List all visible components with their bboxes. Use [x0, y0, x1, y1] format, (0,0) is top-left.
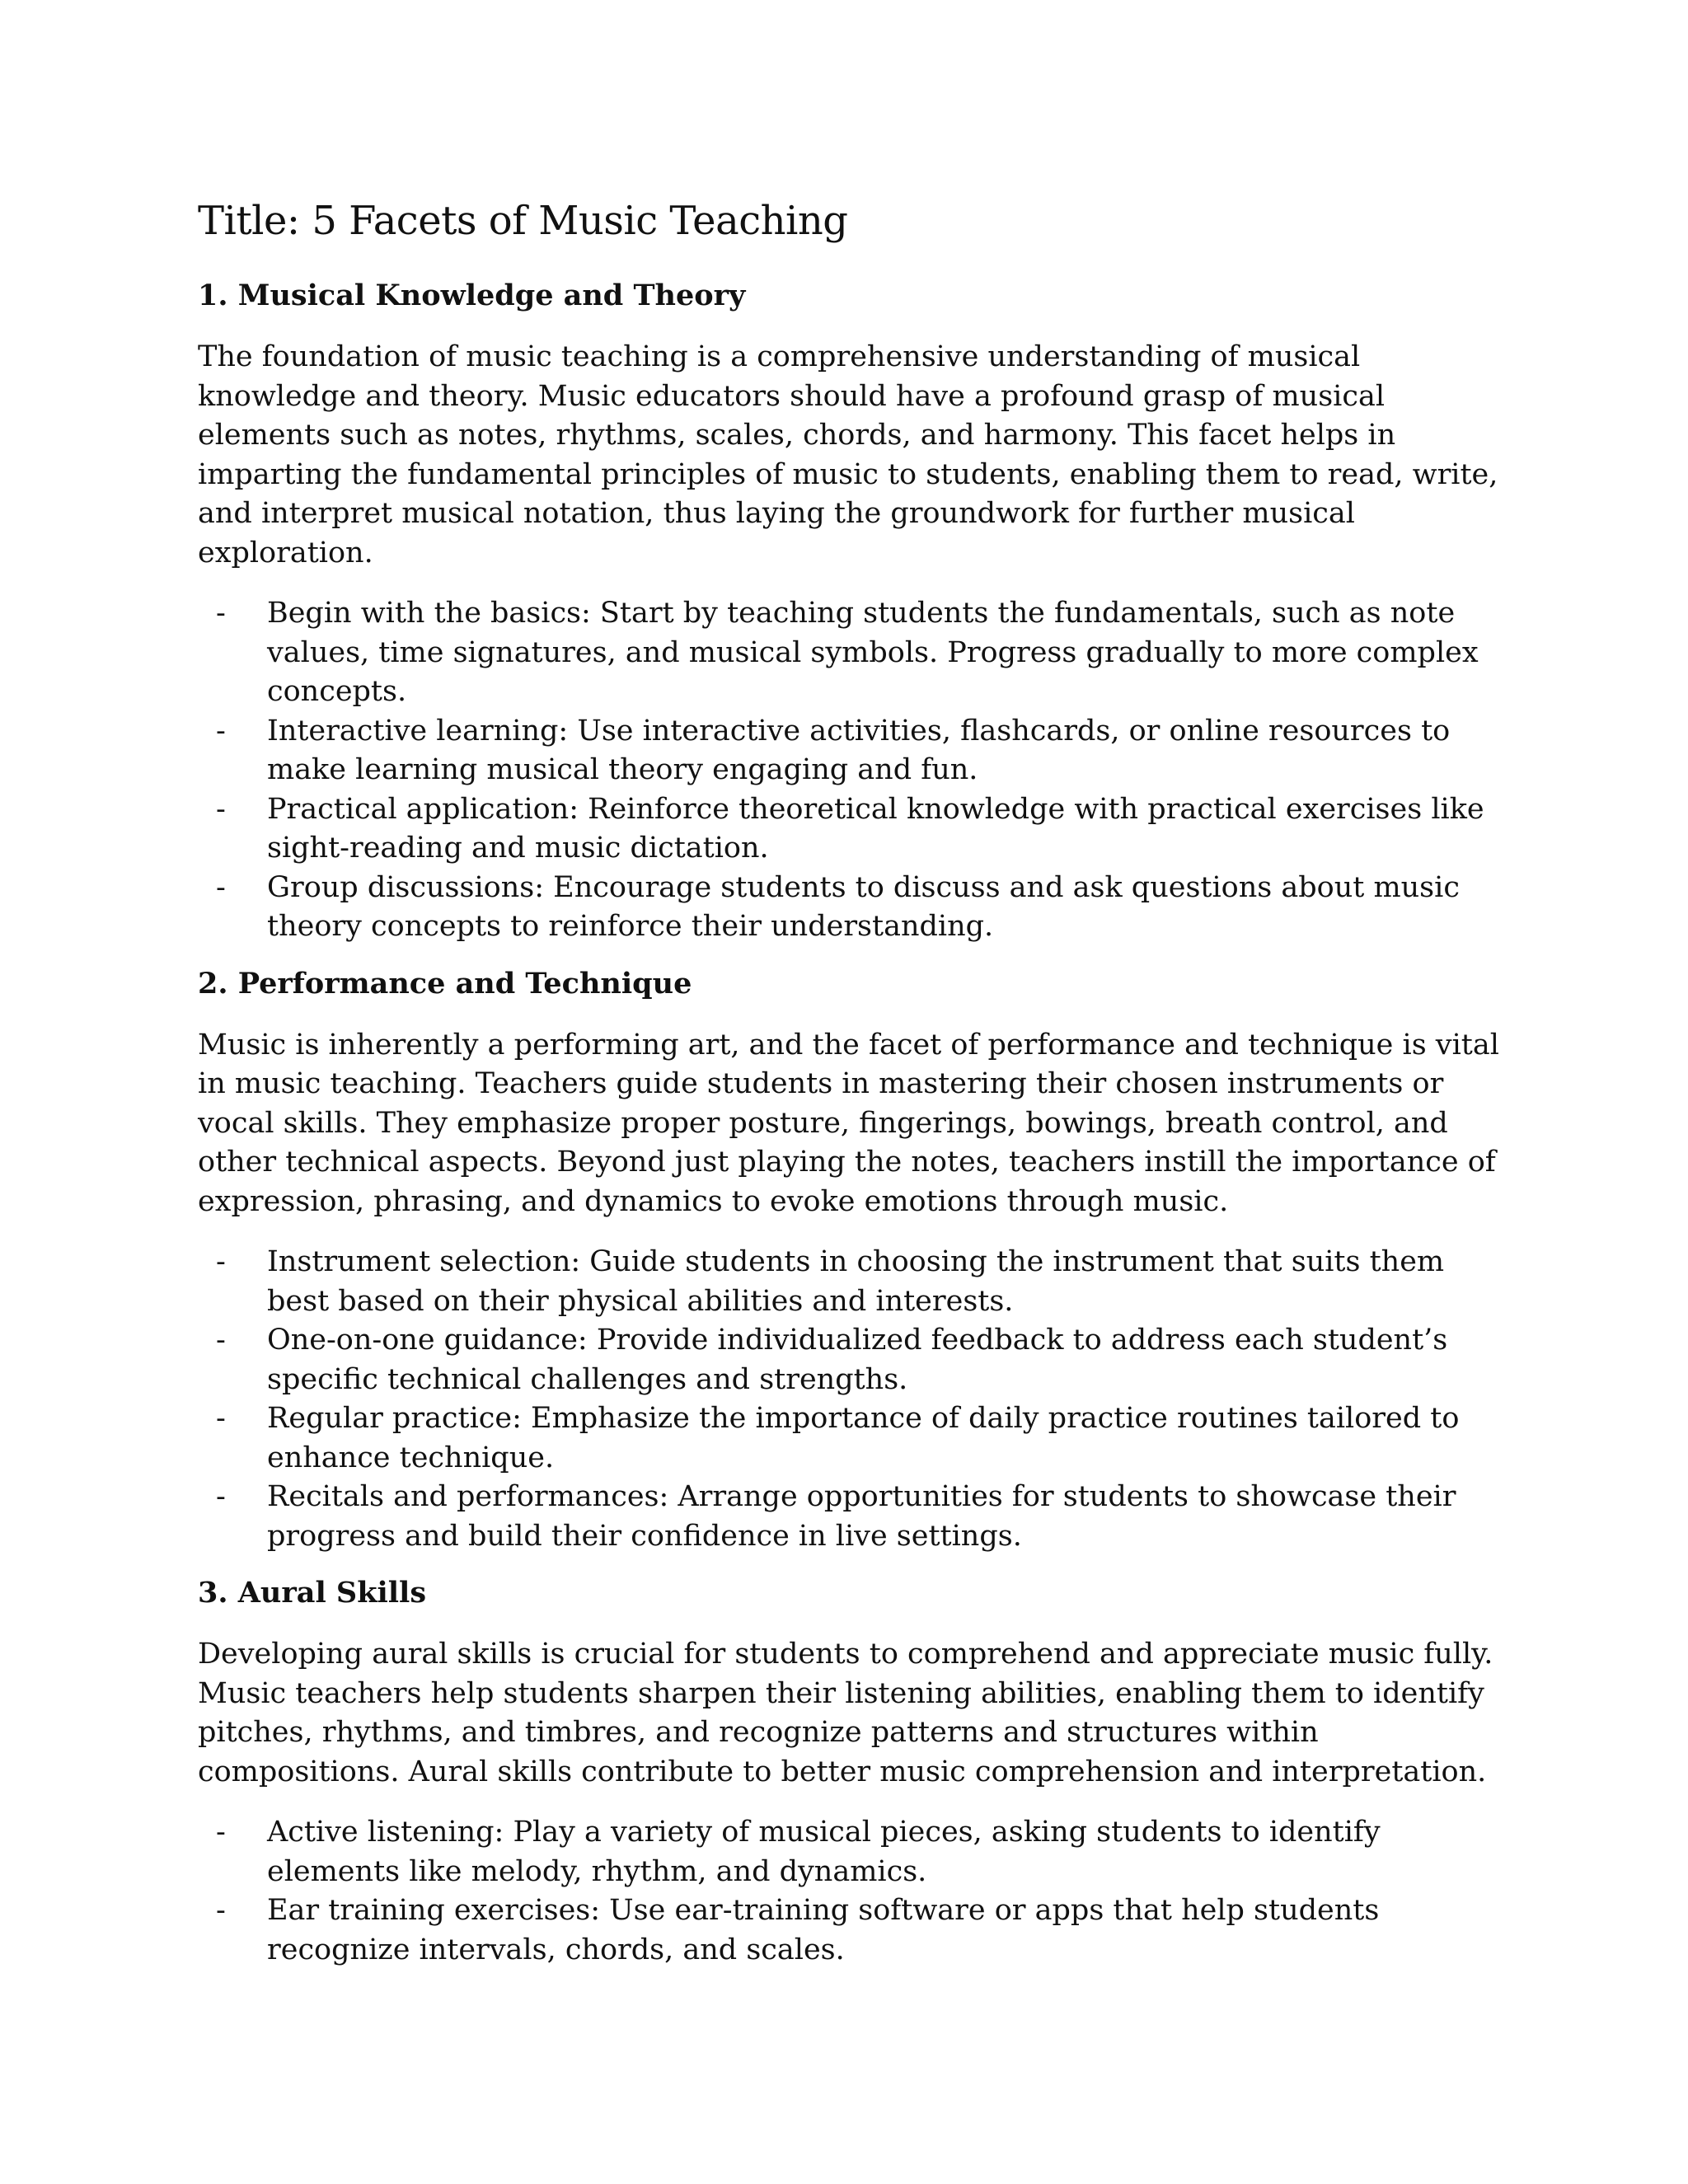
list-item	[198, 1891, 1500, 1970]
dash-bullet-icon: -	[216, 1245, 226, 1278]
dash-bullet-icon: -	[216, 1816, 226, 1849]
dash-bullet-icon: -	[216, 1402, 226, 1435]
list-item	[198, 790, 1500, 869]
section-heading: 2. Performance and Technique	[198, 966, 692, 1001]
list-item	[198, 1321, 1500, 1399]
list-item	[198, 1813, 1500, 1891]
list-item-text: Begin with the basics: Start by teaching students the fundamentals, such as note values, time signatures, and musical symbols. Progress gradually to more complex concepts.	[267, 597, 1479, 708]
list-item	[198, 1478, 1500, 1556]
section-heading: 1. Musical Knowledge and Theory	[198, 279, 746, 312]
list-item-text: Ear training exercises: Use ear-training software or apps that help students recognize intervals, chords, and scales.	[267, 1894, 1380, 1966]
section-musical-knowledge	[198, 277, 1500, 947]
section-paragraph: Developing aural skills is crucial for students to comprehend and appreciate music fully. Music teachers help students sharpen their listening abilities, enabling them to identify pitches, rhythms, and timbres, and recognize patterns and structures within compositions. Aural skills contribute to better music comprehension and interpretation.	[198, 1638, 1493, 1788]
list-item-text: Instrument selection: Guide students in choosing the instrument that suits them best based on their physical abilities and interests.	[267, 1245, 1445, 1318]
dash-bullet-icon: -	[216, 714, 226, 748]
list-item	[198, 1399, 1500, 1478]
list-item-text: Group discussions: Encourage students to discuss and ask questions about music theory concepts to reinforce their understanding.	[267, 870, 1460, 943]
section-performance-technique	[198, 965, 1500, 1557]
dash-bullet-icon: -	[216, 870, 226, 904]
section-aural-skills	[198, 1574, 1500, 1970]
list-item	[198, 594, 1500, 712]
bullet-list	[198, 594, 1500, 947]
list-item-text: Regular practice: Emphasize the importance of daily practice routines tailored to enhance technique.	[267, 1402, 1460, 1474]
document-title: Title: 5 Facets of Music Teaching	[198, 198, 848, 244]
bullet-list	[198, 1813, 1500, 1970]
section-paragraph: The foundation of music teaching is a comprehensive understanding of musical knowledge and theory. Music educators should have a profound grasp of musical elements such as notes, rhythms, scales, chords, and harmony. This facet helps in imparting the fundamental principles of music to students, enabling them to read, write, and interpret musical notation, thus laying the groundwork for further musical exploration.	[198, 340, 1498, 569]
list-item-text: One-on-one guidance: Provide individualized feedback to address each student’s specific technical challenges and strengths.	[267, 1324, 1448, 1396]
list-item-text: Interactive learning: Use interactive activities, flashcards, or online resources to make learning musical theory engaging and fun.	[267, 714, 1451, 786]
section-heading: 3. Aural Skills	[198, 1576, 427, 1610]
dash-bullet-icon: -	[216, 1480, 226, 1513]
dash-bullet-icon: -	[216, 792, 226, 826]
list-item	[198, 712, 1500, 790]
list-item	[198, 869, 1500, 947]
dash-bullet-icon: -	[216, 1324, 226, 1357]
list-item-text: Recitals and performances: Arrange opportunities for students to showcase their progress and build their confidence in live settings.	[267, 1480, 1456, 1553]
list-item	[198, 1243, 1500, 1321]
bullet-list	[198, 1243, 1500, 1556]
dash-bullet-icon: -	[216, 597, 226, 630]
list-item-text: Active listening: Play a variety of musical pieces, asking students to identify elements like melody, rhythm, and dynamics.	[267, 1816, 1381, 1888]
list-item-text: Practical application: Reinforce theoretical knowledge with practical exercises like sight-reading and music dictation.	[267, 792, 1484, 865]
dash-bullet-icon: -	[216, 1894, 226, 1927]
document-page	[198, 196, 1500, 1988]
section-paragraph: Music is inherently a performing art, and the facet of performance and technique is vital in music teaching. Teachers guide students in mastering their chosen instruments or vocal skills. They emphasize proper posture, fingerings, bowings, breath control, and other technical aspects. Beyond just playing the notes, teachers instill the importance of expression, phrasing, and dynamics to evoke emotions through music.	[198, 1028, 1499, 1218]
